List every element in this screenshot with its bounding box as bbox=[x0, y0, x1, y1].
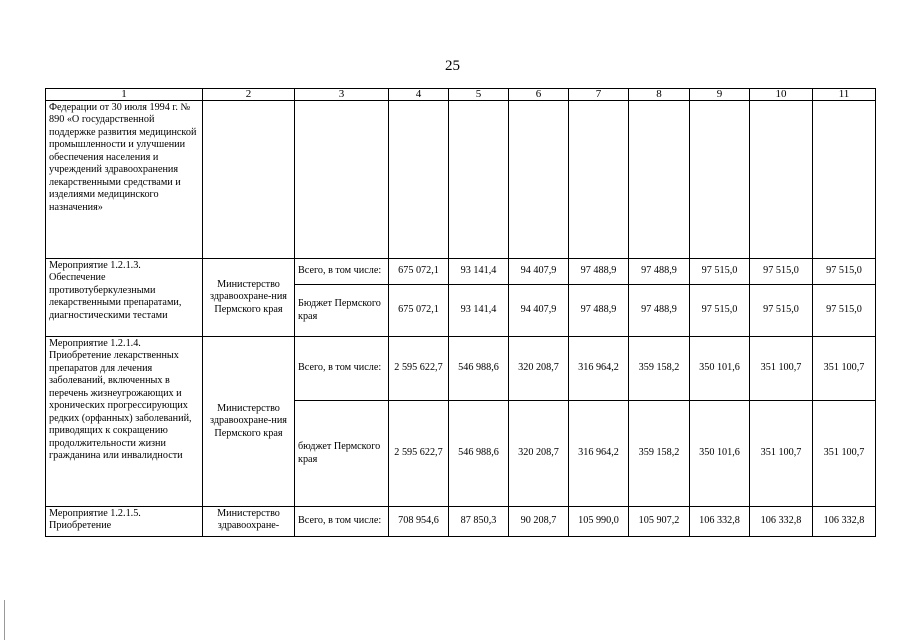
empty-cell bbox=[509, 101, 569, 259]
funding-source: Бюджет Пермского края bbox=[295, 285, 389, 337]
value-cell: 316 964,2 bbox=[569, 401, 629, 507]
measure-description: Мероприятие 1.2.1.3. Обеспечение противотуберкулезными лекарственными препаратами, диагностическими тестами bbox=[46, 259, 203, 337]
table-row bbox=[46, 337, 876, 401]
value-cell: 350 101,6 bbox=[690, 401, 750, 507]
value-cell: 708 954,6 bbox=[389, 507, 449, 537]
column-header: 3 bbox=[295, 89, 389, 101]
value-cell: 87 850,3 bbox=[449, 507, 509, 537]
value-cell: 351 100,7 bbox=[813, 337, 876, 401]
value-cell: 316 964,2 bbox=[569, 337, 629, 401]
value-cell: 93 141,4 bbox=[449, 259, 509, 285]
value-cell: 675 072,1 bbox=[389, 285, 449, 337]
value-cell: 94 407,9 bbox=[509, 285, 569, 337]
header-row bbox=[46, 89, 876, 101]
value-cell: 351 100,7 bbox=[813, 401, 876, 507]
column-header: 5 bbox=[449, 89, 509, 101]
column-header: 7 bbox=[569, 89, 629, 101]
column-header: 10 bbox=[750, 89, 813, 101]
empty-cell bbox=[203, 101, 295, 259]
funding-source: Всего, в том числе: bbox=[295, 259, 389, 285]
value-cell: 97 515,0 bbox=[750, 259, 813, 285]
column-header: 4 bbox=[389, 89, 449, 101]
value-cell: 105 907,2 bbox=[629, 507, 690, 537]
value-cell: 93 141,4 bbox=[449, 285, 509, 337]
executor-cell: Министерство здравоохране-ния Пермского края bbox=[203, 259, 295, 337]
empty-cell bbox=[449, 101, 509, 259]
measure-description: Мероприятие 1.2.1.5. Приобретение bbox=[46, 507, 203, 537]
value-cell: 106 332,8 bbox=[750, 507, 813, 537]
empty-cell bbox=[813, 101, 876, 259]
value-cell: 106 332,8 bbox=[690, 507, 750, 537]
value-cell: 94 407,9 bbox=[509, 259, 569, 285]
value-cell: 97 488,9 bbox=[569, 285, 629, 337]
executor-cell: Министерство здравоохране-ния Пермского края bbox=[203, 337, 295, 507]
table-row-continuation bbox=[46, 101, 876, 259]
funding-source: бюджет Пермского края bbox=[295, 401, 389, 507]
value-cell: 351 100,7 bbox=[750, 337, 813, 401]
column-header: 1 bbox=[46, 89, 203, 101]
page-number: 25 bbox=[445, 58, 460, 74]
executor-cell: Министерство здравоохране- bbox=[203, 507, 295, 537]
value-cell: 350 101,6 bbox=[690, 337, 750, 401]
value-cell: 105 990,0 bbox=[569, 507, 629, 537]
value-cell: 359 158,2 bbox=[629, 401, 690, 507]
column-header: 11 bbox=[813, 89, 876, 101]
measure-description: Мероприятие 1.2.1.4. Приобретение лекарственных препаратов для лечения заболеваний, включенных в перечень жизнеугрожающих и хронических прогрессирующих редких (орфанных) заболеваний, приводящих к сокращению продолжительности жизни гражданина или инвалидности bbox=[46, 337, 203, 507]
value-cell: 97 488,9 bbox=[629, 259, 690, 285]
table-row bbox=[46, 259, 876, 285]
value-cell: 97 488,9 bbox=[569, 259, 629, 285]
empty-cell bbox=[569, 101, 629, 259]
program-table bbox=[45, 88, 876, 537]
column-header: 9 bbox=[690, 89, 750, 101]
value-cell: 97 515,0 bbox=[813, 259, 876, 285]
column-header: 6 bbox=[509, 89, 569, 101]
funding-source: Всего, в том числе: bbox=[295, 337, 389, 401]
empty-cell bbox=[295, 101, 389, 259]
value-cell: 351 100,7 bbox=[750, 401, 813, 507]
value-cell: 97 515,0 bbox=[690, 259, 750, 285]
value-cell: 2 595 622,7 bbox=[389, 401, 449, 507]
value-cell: 320 208,7 bbox=[509, 401, 569, 507]
empty-cell bbox=[690, 101, 750, 259]
table-row bbox=[46, 507, 876, 537]
value-cell: 546 988,6 bbox=[449, 401, 509, 507]
value-cell: 106 332,8 bbox=[813, 507, 876, 537]
value-cell: 90 208,7 bbox=[509, 507, 569, 537]
value-cell: 97 515,0 bbox=[750, 285, 813, 337]
value-cell: 320 208,7 bbox=[509, 337, 569, 401]
funding-source: Всего, в том числе: bbox=[295, 507, 389, 537]
measure-description: Федерации от 30 июля 1994 г. № 890 «О государственной поддержке развития медицинской промышленности и улучшении обеспечения населения и учреждений здравоохранения лекарственными средствами и изделиями медицинского назначения» bbox=[46, 101, 203, 259]
column-header: 2 bbox=[203, 89, 295, 101]
value-cell: 675 072,1 bbox=[389, 259, 449, 285]
column-header: 8 bbox=[629, 89, 690, 101]
empty-cell bbox=[389, 101, 449, 259]
empty-cell bbox=[629, 101, 690, 259]
value-cell: 546 988,6 bbox=[449, 337, 509, 401]
value-cell: 97 515,0 bbox=[690, 285, 750, 337]
value-cell: 2 595 622,7 bbox=[389, 337, 449, 401]
value-cell: 97 515,0 bbox=[813, 285, 876, 337]
scan-edge-mark bbox=[4, 600, 5, 640]
value-cell: 97 488,9 bbox=[629, 285, 690, 337]
value-cell: 359 158,2 bbox=[629, 337, 690, 401]
empty-cell bbox=[750, 101, 813, 259]
